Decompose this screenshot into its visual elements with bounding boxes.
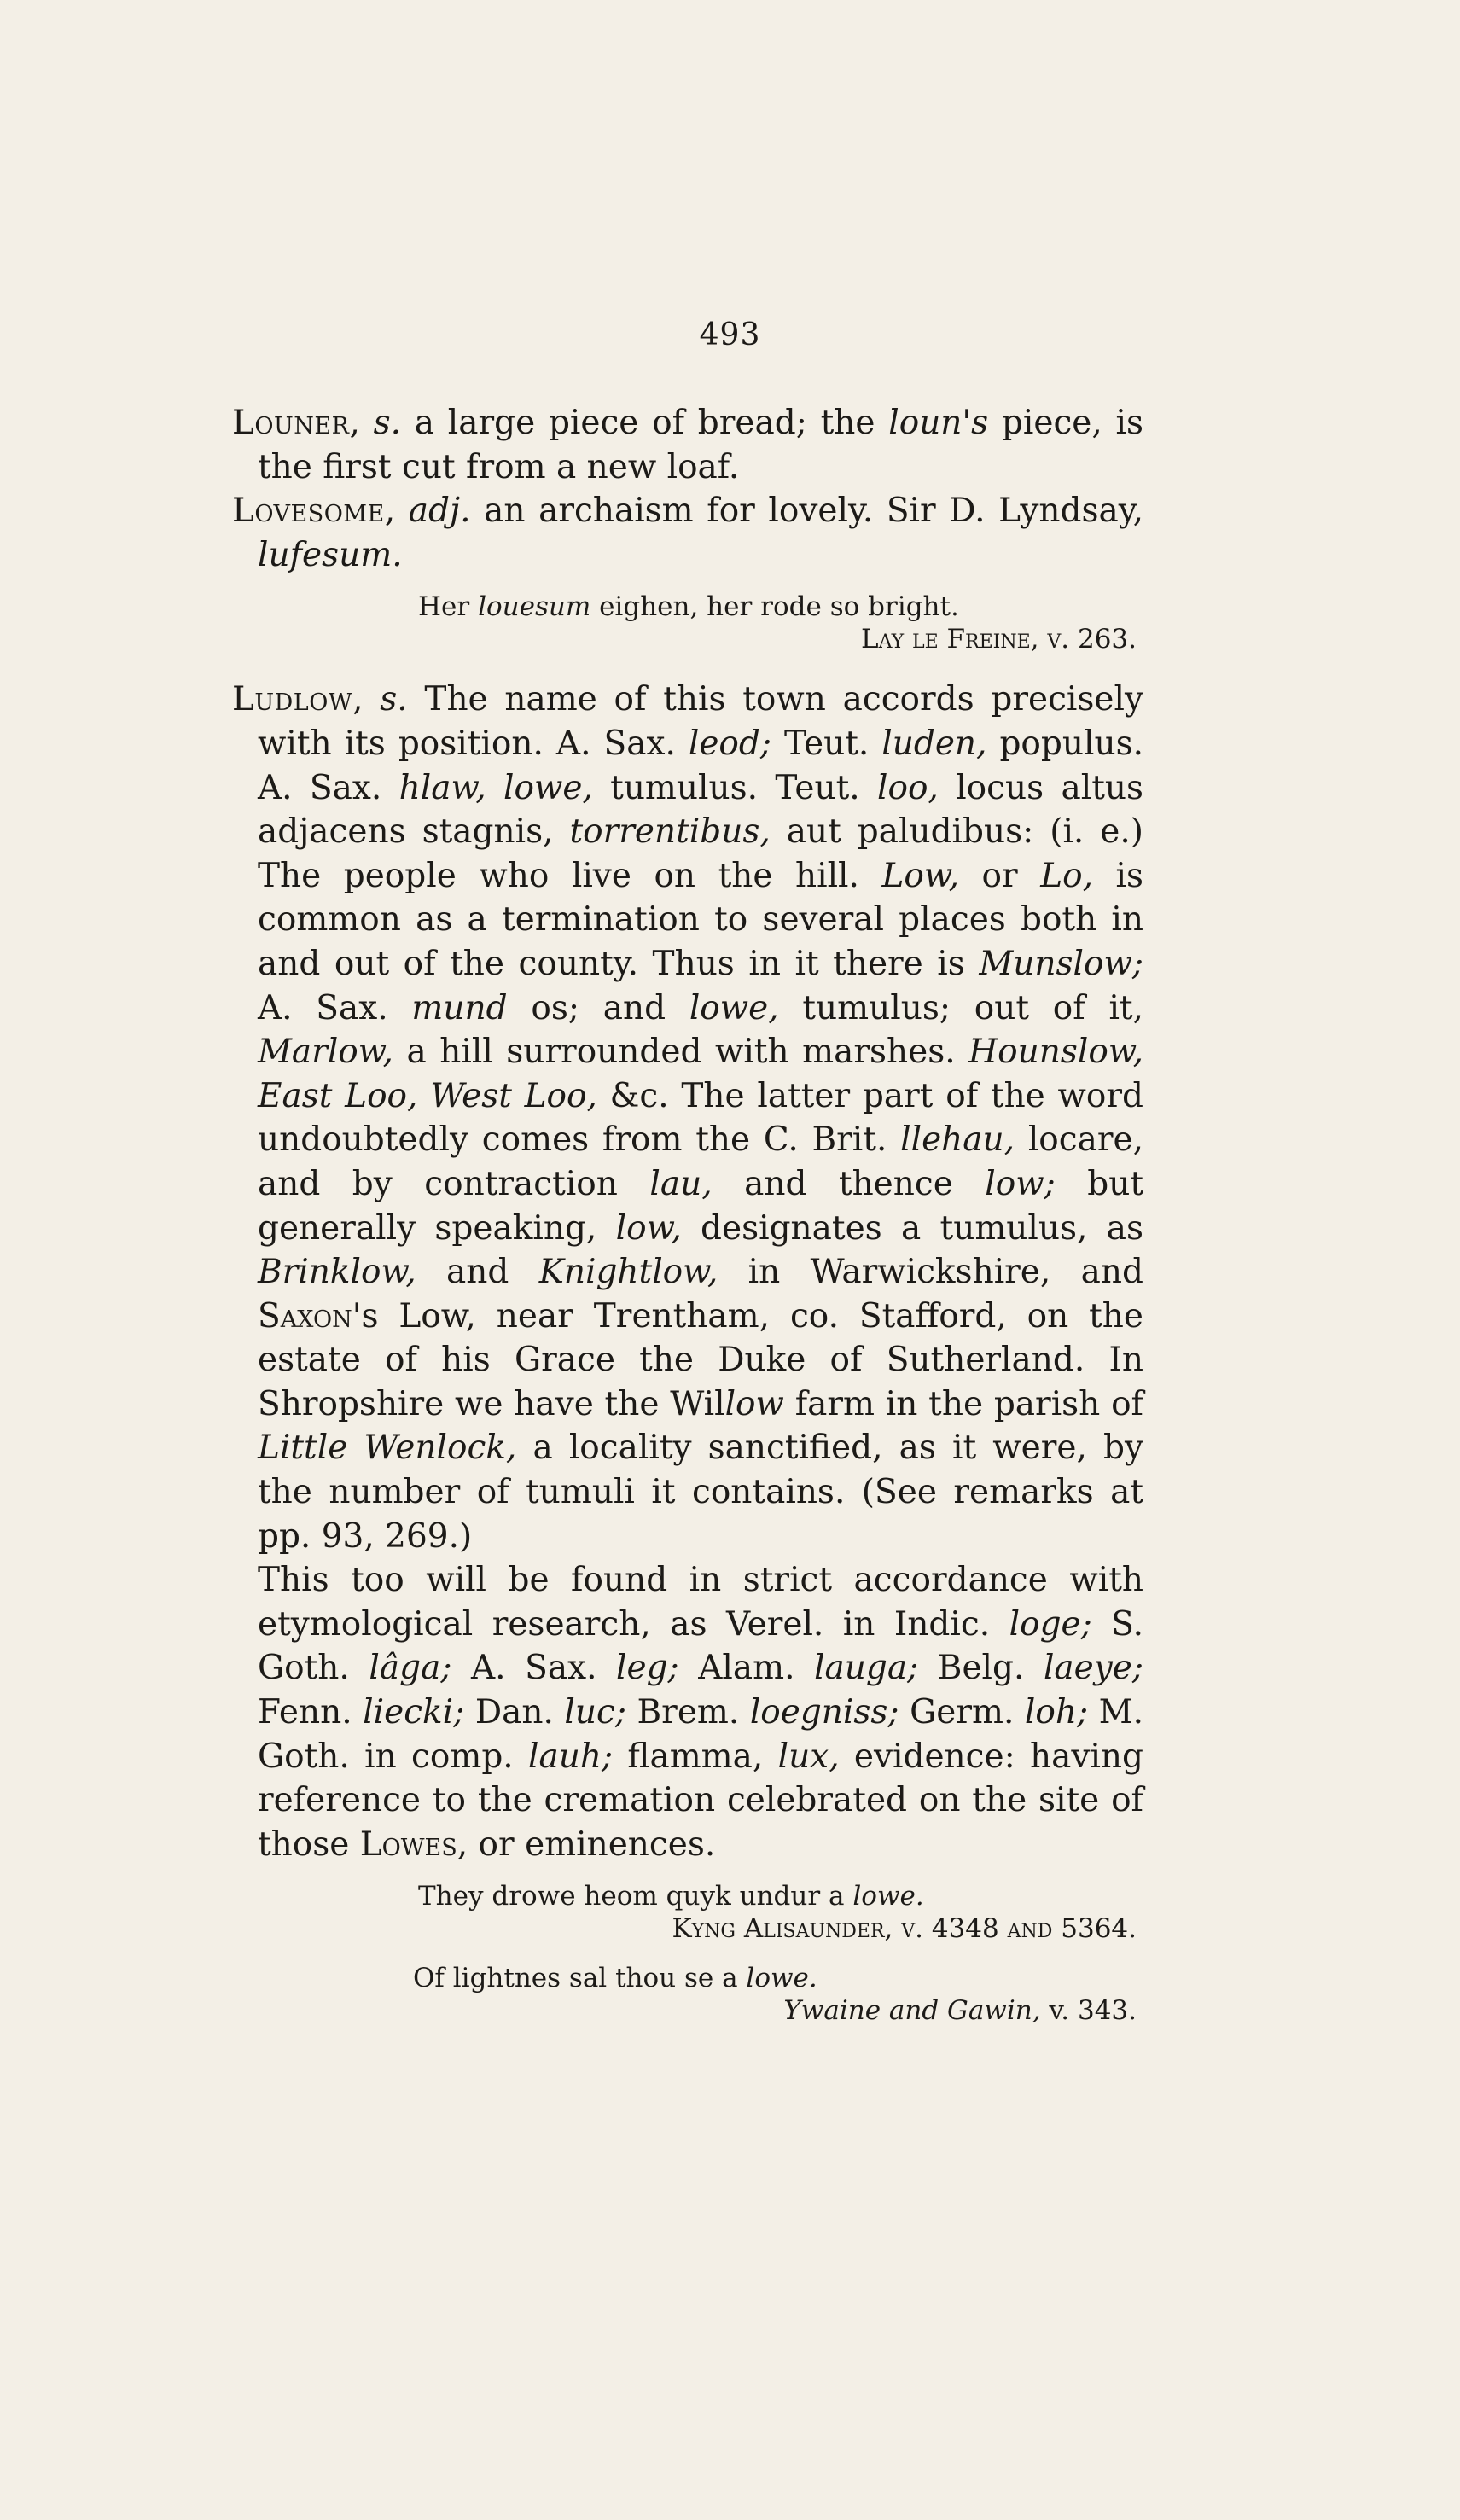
quotation-line: Her louesum eighen, her rode so bright. (418, 591, 959, 623)
entry-lovesome: Lovesome, adj. an archaism for lovely. Sir D. Lyndsay, lufesum. (232, 492, 1143, 574)
quotation-source: Kyng Alisaunder, v. 4348 and 5364. (672, 1913, 1137, 1945)
part-of-speech: adj. (408, 492, 471, 531)
part-of-speech: s. (373, 404, 402, 442)
quotation-source: Lay le Freine, v. 263. (861, 624, 1137, 655)
entry-louner: Louner, s. a large piece of bread; the loun's piece, is the first cut from a new loaf. (232, 404, 1144, 486)
page-number: 493 (699, 317, 761, 352)
quotation (232, 1962, 1143, 2027)
part-of-speech: s. (380, 680, 408, 719)
headword: Louner (232, 404, 350, 442)
entry-ludlow: Ludlow, s. The name of this town accords precisely with its position. A. Sax. leod; Teut. luden, populus. A. Sax. hlaw, lowe, tumulus. Teut. loo, locus altus adjacens stagnis, torrentibus, aut paludibus: (i. e.) The people who live on the hill. Low, or Lo, is common as a termination to several places both in and out of the county. Thus in it there is Munslow; A. Sax. mund os; and lowe, tumulus; out of it, Marlow, a hill surrounded with marshes. Hounslow, East Loo, West Loo, &c. The latter part of the word undoubtedly comes from the C. Brit. llehau, locare, and by contraction lau, and thence low; but generally speaking, low, designates a tumulus, as Brinklow, and Knightlow, in Warwickshire, and Saxon's Low, near Trentham, co. Stafford, on the estate of his Grace the Duke of Sutherland. In Shropshire we have the Willow farm in the parish of Little Wenlock, a locality sanctified, as it were, by the number of tumuli it contains. (See remarks at pp. 93, 269.) (232, 680, 1144, 1556)
quotation (232, 591, 1143, 655)
quotation-line: They drowe heom quyk undur a lowe. (418, 1881, 924, 1912)
entry-ludlow-continuation: This too will be found in strict accordance with etymological research, as Verel. in Indic. loge; S. Goth. lâga; A. Sax. leg; Alam. lauga; Belg. laeye; Fenn. liecki; Dan. luc; Brem. loegniss; Germ. loh; M. Goth. in comp. lauh; flamma, lux, evidence: having reference to the cremation celebrated on the site of those Lowes, or eminences. (258, 1561, 1143, 1864)
headword: Ludlow (232, 680, 353, 719)
quotation-line: Of lightnes sal thou se a lowe. (413, 1963, 817, 1994)
glossary-entries (232, 401, 1143, 2027)
quotation (232, 1880, 1143, 1945)
headword: Lovesome (232, 492, 385, 531)
quotation-source: Ywaine and Gawin, v. 343. (783, 1995, 1137, 2027)
